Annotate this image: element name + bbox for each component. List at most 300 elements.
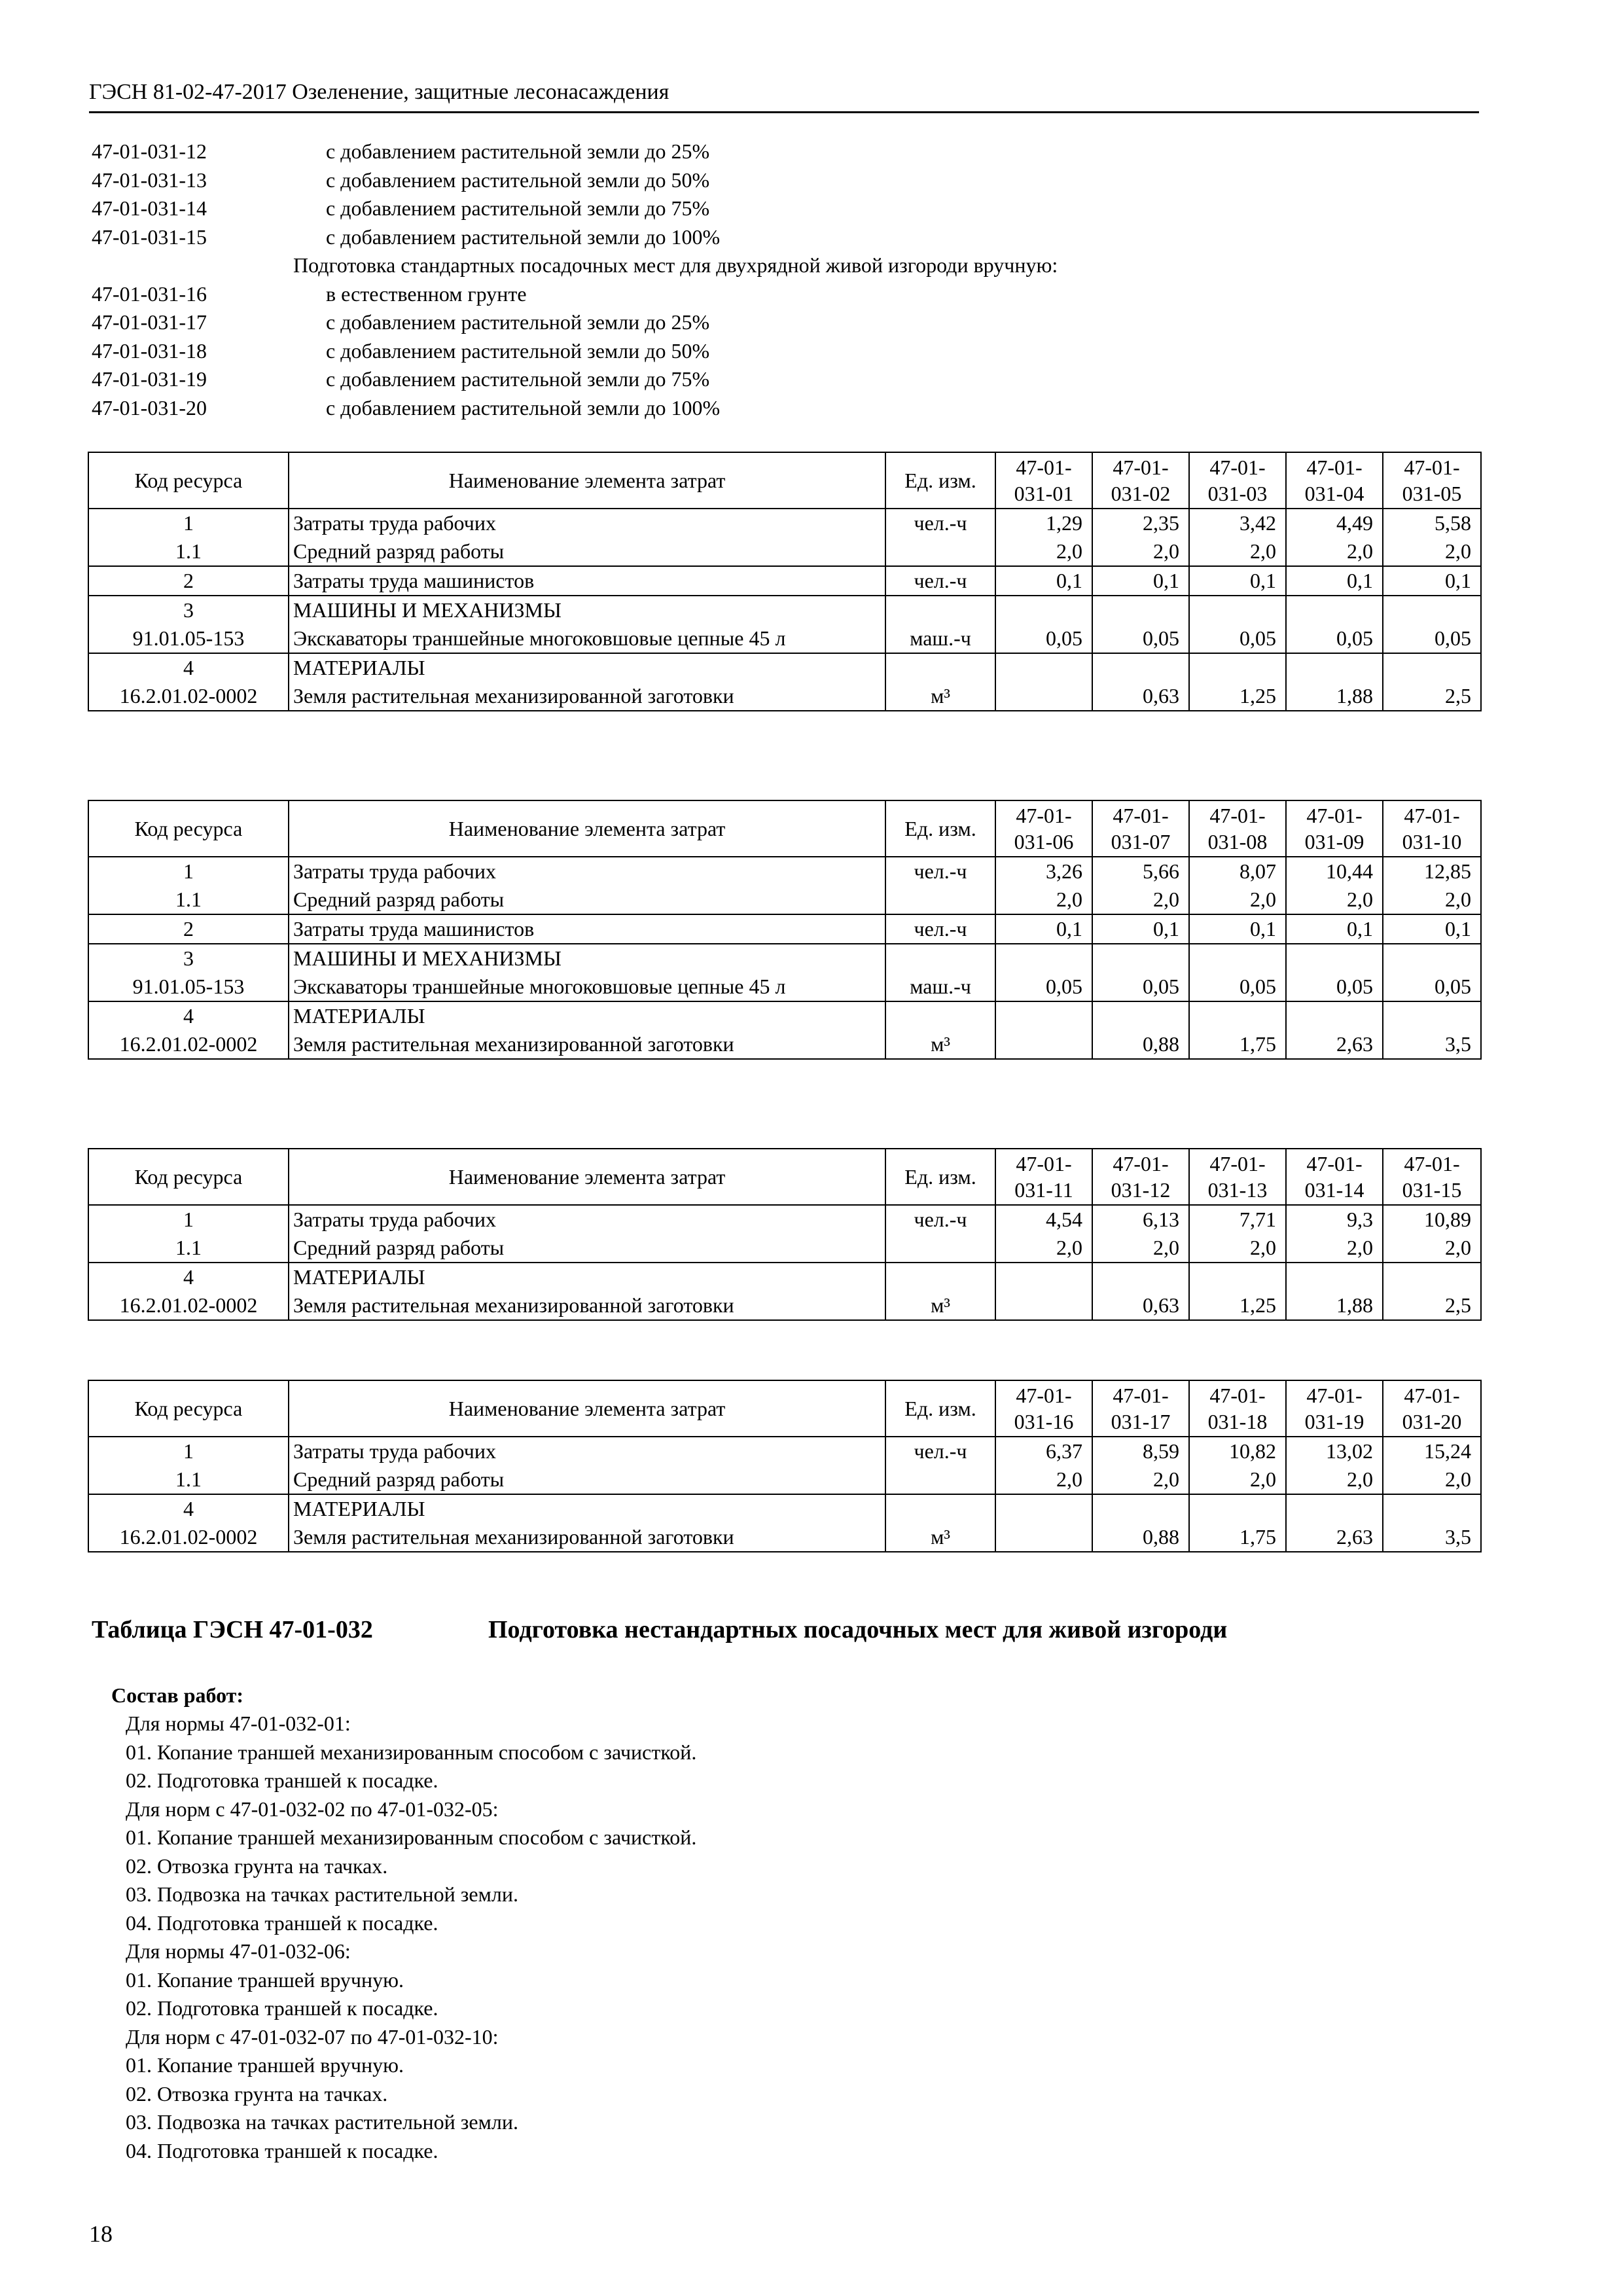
- norm-value: 0,05: [1189, 973, 1286, 1001]
- norm-description: с добавлением растительной земли до 75%: [326, 196, 710, 220]
- resource-code: 16.2.01.02-0002: [88, 682, 289, 711]
- norm-description: с добавлением растительной земли до 75%: [326, 367, 710, 391]
- resource-code: 16.2.01.02-0002: [88, 1523, 289, 1552]
- norm-value: 0,1: [1383, 566, 1481, 596]
- header-norm-code: [995, 1149, 1092, 1205]
- table-row: [88, 857, 1481, 886]
- table-title-text: Подготовка нестандартных посадочных мест для живой изгороди: [488, 1616, 1228, 1643]
- resource-name: МАТЕРИАЛЫ: [289, 1263, 885, 1291]
- norm-value: [995, 944, 1092, 973]
- norm-code-part: 47-01-: [1306, 804, 1363, 827]
- norm-value: 5,58: [1383, 509, 1481, 537]
- norm-code-part: 031-16: [1014, 1410, 1074, 1433]
- table-row: [88, 1437, 1481, 1465]
- norm-value: 10,89: [1383, 1205, 1481, 1234]
- header-code: Код ресурса: [88, 1149, 289, 1205]
- resource-unit: [885, 1465, 995, 1494]
- header-unit: Ед. изм.: [885, 1149, 995, 1205]
- header-norm-code: [1092, 1149, 1189, 1205]
- resource-unit: [885, 537, 995, 566]
- header-norm-code: [1383, 452, 1481, 509]
- work-line: Для нормы 47-01-032-01:: [126, 1712, 351, 1735]
- resource-code: 1.1: [88, 886, 289, 914]
- norm-value: 0,1: [1189, 914, 1286, 944]
- header-name: Наименование элемента затрат: [289, 1149, 885, 1205]
- norm-value: [995, 1030, 1092, 1059]
- resource-name: Земля растительная механизированной заготовки: [289, 1030, 885, 1059]
- work-line: 04. Подготовка траншей к посадке.: [126, 2138, 438, 2162]
- norm-code-part: 47-01-: [1113, 1384, 1169, 1407]
- norm-value: 4,49: [1286, 509, 1383, 537]
- norm-code-part: 031-17: [1111, 1410, 1171, 1433]
- work-line: 01. Копание траншей механизированным способом с зачисткой.: [126, 1740, 697, 1764]
- norm-value: 4,54: [995, 1205, 1092, 1234]
- norm-value: 0,1: [995, 914, 1092, 944]
- resource-name: Средний разряд работы: [289, 537, 885, 566]
- table-row: [88, 944, 1481, 973]
- norm-list-item: [89, 365, 1479, 394]
- norm-list-item: [89, 194, 1479, 223]
- work-line: Для норм с 47-01-032-02 по 47-01-032-05:: [126, 1797, 499, 1821]
- norm-description: с добавлением растительной земли до 25%: [326, 310, 710, 334]
- header-unit: Ед. изм.: [885, 452, 995, 509]
- norm-value: [1189, 596, 1286, 624]
- norm-value: 2,35: [1092, 509, 1189, 537]
- norm-code-part: 47-01-: [1113, 1152, 1169, 1175]
- norm-value: 2,0: [1383, 1234, 1481, 1263]
- norm-value: [995, 653, 1092, 682]
- resource-code: 4: [88, 1001, 289, 1030]
- table-row: [88, 886, 1481, 914]
- norm-value: 0,05: [1092, 624, 1189, 653]
- norm-code-part: 031-01: [1014, 482, 1074, 505]
- resource-name: Затраты труда машинистов: [289, 914, 885, 944]
- resource-unit: м³: [885, 1030, 995, 1059]
- resource-unit: чел.-ч: [885, 566, 995, 596]
- resource-unit: м³: [885, 1291, 995, 1320]
- norm-value: 0,05: [1383, 973, 1481, 1001]
- norm-value: 0,1: [1092, 566, 1189, 596]
- resource-unit: чел.-ч: [885, 1205, 995, 1234]
- page-header: ГЭСН 81-02-47-2017 Озеленение, защитные лесонасаждения: [89, 77, 1479, 113]
- resource-name: Затраты труда рабочих: [289, 1437, 885, 1465]
- norm-value: [1286, 1263, 1383, 1291]
- norm-code-part: 47-01-: [1404, 1384, 1460, 1407]
- work-line: 02. Подготовка траншей к посадке.: [126, 1768, 438, 1792]
- norm-code-part: 031-14: [1304, 1178, 1364, 1202]
- norm-value: 2,0: [1383, 886, 1481, 914]
- norm-code-part: 47-01-: [1209, 1152, 1266, 1175]
- norm-value: [1092, 1001, 1189, 1030]
- norm-code-part: 47-01-: [1209, 1384, 1266, 1407]
- header-norm-code: [995, 452, 1092, 509]
- norm-value: [1286, 1001, 1383, 1030]
- norm-value: [1092, 944, 1189, 973]
- norm-code-part: 47-01-: [1016, 1152, 1072, 1175]
- resource-table: [88, 452, 1482, 711]
- norm-code: 47-01-031-18: [92, 338, 207, 363]
- resource-unit: [885, 1001, 995, 1030]
- work-line: 01. Копание траншей вручную.: [126, 2053, 404, 2077]
- header-name: Наименование элемента затрат: [289, 800, 885, 857]
- norm-value: 3,5: [1383, 1523, 1481, 1552]
- resource-table: [88, 1148, 1482, 1321]
- norm-value: 0,1: [1383, 914, 1481, 944]
- norm-value: 2,63: [1286, 1030, 1383, 1059]
- norm-code-part: 031-06: [1014, 830, 1074, 853]
- header-norm-code: [1286, 1380, 1383, 1437]
- norm-value: 0,05: [1092, 973, 1189, 1001]
- table-row: [88, 1291, 1481, 1320]
- table-title: [92, 1615, 1228, 1644]
- norm-value: 0,1: [1189, 566, 1286, 596]
- table-row: [88, 1494, 1481, 1523]
- resource-name: Средний разряд работы: [289, 1465, 885, 1494]
- table-row: [88, 1465, 1481, 1494]
- norm-code-part: 47-01-: [1016, 456, 1072, 479]
- resource-unit: [885, 1263, 995, 1291]
- header-norm-code: [995, 800, 1092, 857]
- work-line: Для норм с 47-01-032-07 по 47-01-032-10:: [126, 2024, 499, 2049]
- norm-code-part: 031-13: [1207, 1178, 1268, 1202]
- norm-description: с добавлением растительной земли до 50%: [326, 168, 710, 192]
- header-norm-code: [1092, 1380, 1189, 1437]
- norm-description: Подготовка стандартных посадочных мест для двухрядной живой изгороди вручную:: [293, 253, 1058, 277]
- norm-code-part: 031-05: [1402, 482, 1462, 505]
- norm-value: 2,0: [1383, 1465, 1481, 1494]
- work-line: Для нормы 47-01-032-06:: [126, 1939, 351, 1963]
- norm-value: 0,1: [1092, 914, 1189, 944]
- norm-list-item: [89, 308, 1479, 337]
- norm-value: 0,05: [1189, 624, 1286, 653]
- norm-code-part: 47-01-: [1016, 804, 1072, 827]
- norm-value: 1,75: [1189, 1523, 1286, 1552]
- norm-value: [1383, 653, 1481, 682]
- header-code: Код ресурса: [88, 800, 289, 857]
- header-norm-code: [1286, 452, 1383, 509]
- norm-list-item: [89, 337, 1479, 366]
- header-name: Наименование элемента затрат: [289, 452, 885, 509]
- norm-code-part: 47-01-: [1306, 1384, 1363, 1407]
- norm-value: 1,25: [1189, 682, 1286, 711]
- resource-name: МАШИНЫ И МЕХАНИЗМЫ: [289, 944, 885, 973]
- norm-code-part: 031-18: [1207, 1410, 1268, 1433]
- resource-code: 4: [88, 1494, 289, 1523]
- norm-value: [995, 1291, 1092, 1320]
- header-norm-code: [995, 1380, 1092, 1437]
- resource-unit: [885, 944, 995, 973]
- table-row: [88, 1234, 1481, 1263]
- norm-code-part: 47-01-: [1306, 456, 1363, 479]
- norm-value: [1092, 653, 1189, 682]
- table-row: [88, 1205, 1481, 1234]
- norm-list-item: [89, 280, 1479, 309]
- norm-code-part: 031-10: [1402, 830, 1462, 853]
- header-code: Код ресурса: [88, 452, 289, 509]
- norm-code: 47-01-031-12: [92, 139, 207, 163]
- norm-value: 2,0: [1286, 537, 1383, 566]
- norm-value: 0,05: [1286, 973, 1383, 1001]
- resource-name: Затраты труда рабочих: [289, 857, 885, 886]
- norm-value: 6,37: [995, 1437, 1092, 1465]
- norm-value: 2,0: [1092, 886, 1189, 914]
- header-name: Наименование элемента затрат: [289, 1380, 885, 1437]
- norm-code: 47-01-031-15: [92, 224, 207, 249]
- resource-unit: чел.-ч: [885, 509, 995, 537]
- resource-name: МАТЕРИАЛЫ: [289, 1001, 885, 1030]
- work-line: 01. Копание траншей механизированным способом с зачисткой.: [126, 1825, 697, 1849]
- norm-value: [995, 1263, 1092, 1291]
- resource-code: 3: [88, 944, 289, 973]
- norm-code-part: 031-19: [1304, 1410, 1364, 1433]
- header-norm-code: [1189, 800, 1286, 857]
- norm-description: с добавлением растительной земли до 50%: [326, 338, 710, 363]
- header-norm-code: [1189, 1380, 1286, 1437]
- resource-name: МАТЕРИАЛЫ: [289, 1494, 885, 1523]
- resource-unit: чел.-ч: [885, 1437, 995, 1465]
- norm-value: 0,05: [995, 973, 1092, 1001]
- norm-value: 13,02: [1286, 1437, 1383, 1465]
- norm-code-part: 031-07: [1111, 830, 1171, 853]
- resource-name: МАТЕРИАЛЫ: [289, 653, 885, 682]
- norm-value: 2,0: [995, 886, 1092, 914]
- norm-value: [995, 1001, 1092, 1030]
- norm-value: [1092, 1494, 1189, 1523]
- norm-list-item: [89, 394, 1479, 423]
- work-line: 02. Подготовка траншей к посадке.: [126, 1996, 438, 2020]
- norm-code-part: 47-01-: [1209, 804, 1266, 827]
- norm-code-part: 031-11: [1014, 1178, 1073, 1202]
- norm-value: 2,0: [1189, 1465, 1286, 1494]
- norm-list-item: [89, 166, 1479, 195]
- norm-code: 47-01-031-17: [92, 310, 207, 334]
- norm-value: 5,66: [1092, 857, 1189, 886]
- norm-code-part: 47-01-: [1113, 456, 1169, 479]
- norm-value: [995, 1523, 1092, 1552]
- norm-value: [995, 596, 1092, 624]
- resource-unit: м³: [885, 682, 995, 711]
- resource-unit: чел.-ч: [885, 914, 995, 944]
- norm-value: 8,07: [1189, 857, 1286, 886]
- norm-value: 0,1: [1286, 914, 1383, 944]
- resource-name: Затраты труда рабочих: [289, 509, 885, 537]
- resource-code: 2: [88, 566, 289, 596]
- resource-unit: чел.-ч: [885, 857, 995, 886]
- resource-unit: [885, 886, 995, 914]
- resource-code: 1: [88, 857, 289, 886]
- norm-value: 0,05: [1286, 624, 1383, 653]
- resource-name: Земля растительная механизированной заготовки: [289, 1523, 885, 1552]
- norm-code: 47-01-031-16: [92, 281, 207, 306]
- norm-list-item: [89, 251, 1479, 280]
- norm-value: 10,44: [1286, 857, 1383, 886]
- norm-value: [1189, 1263, 1286, 1291]
- norm-value: [995, 682, 1092, 711]
- norm-value: 0,1: [995, 566, 1092, 596]
- work-line: 01. Копание траншей вручную.: [126, 1967, 404, 1992]
- table-row: [88, 1523, 1481, 1552]
- resource-code: 1.1: [88, 1465, 289, 1494]
- header-norm-code: [1092, 452, 1189, 509]
- header-code: Код ресурса: [88, 1380, 289, 1437]
- norm-value: 1,88: [1286, 682, 1383, 711]
- resource-unit: [885, 596, 995, 624]
- header-norm-code: [1383, 800, 1481, 857]
- norm-code-part: 031-03: [1207, 482, 1268, 505]
- norm-code: 47-01-031-19: [92, 367, 207, 391]
- norm-value: [1286, 653, 1383, 682]
- norm-value: 1,88: [1286, 1291, 1383, 1320]
- resource-table: [88, 1380, 1482, 1552]
- resource-code: 1: [88, 1437, 289, 1465]
- norm-value: 2,0: [1092, 1465, 1189, 1494]
- work-composition: [111, 1681, 696, 2165]
- header-unit: Ед. изм.: [885, 1380, 995, 1437]
- norm-value: 2,0: [1383, 537, 1481, 566]
- work-line: 02. Отвозка грунта на тачках.: [126, 1854, 388, 1878]
- resource-name: Земля растительная механизированной заготовки: [289, 682, 885, 711]
- resource-unit: [885, 1234, 995, 1263]
- resource-code: 16.2.01.02-0002: [88, 1291, 289, 1320]
- header-norm-code: [1286, 1149, 1383, 1205]
- table-row: [88, 537, 1481, 566]
- norm-description: с добавлением растительной земли до 100%: [326, 395, 721, 420]
- norm-value: 2,0: [995, 537, 1092, 566]
- norm-value: 2,0: [1286, 886, 1383, 914]
- work-line: 03. Подвозка на тачках растительной земли.: [126, 2110, 518, 2134]
- norm-value: 15,24: [1383, 1437, 1481, 1465]
- resource-code: 1: [88, 509, 289, 537]
- norm-value: 0,1: [1286, 566, 1383, 596]
- norm-code-part: 47-01-: [1404, 456, 1460, 479]
- norm-value: [1189, 653, 1286, 682]
- norm-value: 2,0: [1092, 1234, 1189, 1263]
- norm-value: [1383, 1263, 1481, 1291]
- norm-value: 2,5: [1383, 1291, 1481, 1320]
- norm-value: 8,59: [1092, 1437, 1189, 1465]
- norm-value: [1092, 1263, 1189, 1291]
- page-number: 18: [89, 2221, 113, 2247]
- work-line: 03. Подвозка на тачках растительной земли.: [126, 1882, 518, 1906]
- norm-value: [1092, 596, 1189, 624]
- table-row: [88, 596, 1481, 624]
- norm-list-item: [89, 137, 1479, 166]
- table-row: [88, 1001, 1481, 1030]
- resource-table: [88, 800, 1482, 1060]
- norm-value: [1189, 944, 1286, 973]
- norm-value: 9,3: [1286, 1205, 1383, 1234]
- work-lines: [111, 1710, 696, 2165]
- table-row: [88, 566, 1481, 596]
- norm-value: 0,63: [1092, 682, 1189, 711]
- norm-value: 2,0: [1189, 537, 1286, 566]
- norm-value: 0,05: [1383, 624, 1481, 653]
- resource-unit: маш.-ч: [885, 624, 995, 653]
- resource-name: Средний разряд работы: [289, 886, 885, 914]
- norm-value: 0,05: [995, 624, 1092, 653]
- resource-code: 4: [88, 653, 289, 682]
- resource-unit: [885, 1494, 995, 1523]
- resource-code: 91.01.05-153: [88, 973, 289, 1001]
- work-heading: Состав работ:: [111, 1683, 244, 1707]
- norm-description: в естественном грунте: [326, 281, 527, 306]
- norm-description: с добавлением растительной земли до 25%: [326, 139, 710, 163]
- norm-code-part: 47-01-: [1016, 1384, 1072, 1407]
- norm-description: с добавлением растительной земли до 100%: [326, 224, 721, 249]
- norm-code-part: 031-20: [1402, 1410, 1462, 1433]
- norm-code-part: 031-15: [1402, 1178, 1462, 1202]
- norm-code-part: 47-01-: [1113, 804, 1169, 827]
- norm-value: 3,42: [1189, 509, 1286, 537]
- norm-value: 0,88: [1092, 1030, 1189, 1059]
- norm-value: [995, 1494, 1092, 1523]
- norm-code-part: 031-12: [1111, 1178, 1171, 1202]
- table-label: Таблица ГЭСН 47-01-032: [92, 1616, 373, 1643]
- resource-name: Экскаваторы траншейные многоковшовые цепные 45 л: [289, 624, 885, 653]
- resource-name: Средний разряд работы: [289, 1234, 885, 1263]
- norm-value: 3,5: [1383, 1030, 1481, 1059]
- resource-code: 4: [88, 1263, 289, 1291]
- table-row: [88, 1263, 1481, 1291]
- norm-value: 12,85: [1383, 857, 1481, 886]
- header-unit: Ед. изм.: [885, 800, 995, 857]
- resource-name: Затраты труда машинистов: [289, 566, 885, 596]
- norm-value: [1286, 944, 1383, 973]
- norm-value: 0,88: [1092, 1523, 1189, 1552]
- norm-value: 2,0: [995, 1465, 1092, 1494]
- norm-value: [1383, 944, 1481, 973]
- header-norm-code: [1286, 800, 1383, 857]
- header-norm-code: [1092, 800, 1189, 857]
- norm-value: 7,71: [1189, 1205, 1286, 1234]
- resource-unit: м³: [885, 1523, 995, 1552]
- norm-value: [1189, 1494, 1286, 1523]
- norm-value: 2,0: [995, 1234, 1092, 1263]
- norm-value: [1383, 596, 1481, 624]
- norm-value: 2,0: [1286, 1465, 1383, 1494]
- norm-code-part: 031-09: [1304, 830, 1364, 853]
- resource-code: 16.2.01.02-0002: [88, 1030, 289, 1059]
- norm-value: [1383, 1494, 1481, 1523]
- norm-list: [89, 137, 1479, 422]
- norm-code: 47-01-031-13: [92, 168, 207, 192]
- norm-value: 1,75: [1189, 1030, 1286, 1059]
- table-row: [88, 682, 1481, 711]
- table-row: [88, 1030, 1481, 1059]
- table-row: [88, 509, 1481, 537]
- norm-value: [1286, 1494, 1383, 1523]
- norm-value: 2,0: [1189, 886, 1286, 914]
- norm-value: 2,0: [1286, 1234, 1383, 1263]
- norm-code-part: 031-04: [1304, 482, 1364, 505]
- resource-code: 1.1: [88, 537, 289, 566]
- norm-value: 1,25: [1189, 1291, 1286, 1320]
- table-row: [88, 653, 1481, 682]
- header-norm-code: [1189, 1149, 1286, 1205]
- resource-code: 91.01.05-153: [88, 624, 289, 653]
- header-norm-code: [1383, 1149, 1481, 1205]
- resource-code: 1.1: [88, 1234, 289, 1263]
- resource-name: МАШИНЫ И МЕХАНИЗМЫ: [289, 596, 885, 624]
- resource-code: 1: [88, 1205, 289, 1234]
- norm-code-part: 031-08: [1207, 830, 1268, 853]
- norm-value: 2,0: [1189, 1234, 1286, 1263]
- resource-code: 2: [88, 914, 289, 944]
- norm-value: 1,29: [995, 509, 1092, 537]
- norm-code-part: 47-01-: [1209, 456, 1266, 479]
- norm-value: 2,5: [1383, 682, 1481, 711]
- norm-code: 47-01-031-14: [92, 196, 207, 220]
